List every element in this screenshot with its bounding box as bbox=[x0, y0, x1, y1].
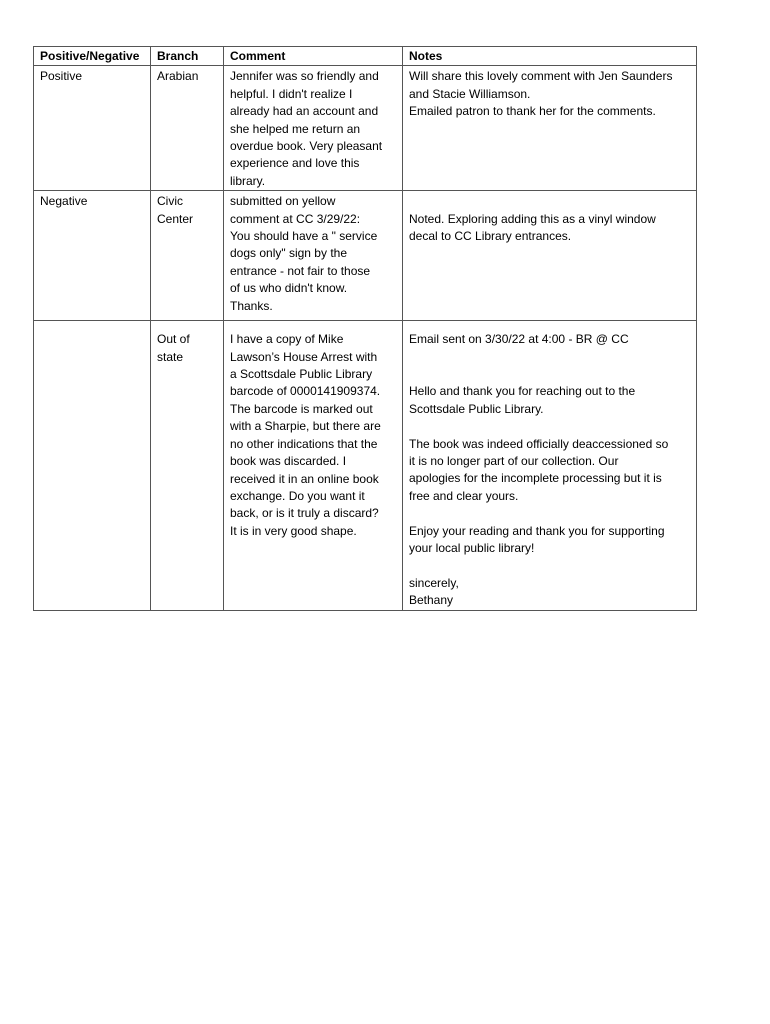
notes-line: decal to CC Library entrances. bbox=[409, 229, 572, 244]
cell-notes bbox=[403, 191, 697, 321]
notes-closing-line: your local public library! bbox=[409, 541, 535, 556]
header-notes: Notes bbox=[403, 47, 697, 66]
comment-line: comment at CC 3/29/22: bbox=[230, 211, 361, 226]
comment-line: a Scottsdale Public Library bbox=[230, 367, 373, 382]
sentiment-text: Negative bbox=[40, 194, 88, 209]
notes-closing-line: Enjoy your reading and thank you for supporting bbox=[409, 523, 665, 538]
notes-email-line: Email sent on 3/30/22 at 4:00 - BR @ CC bbox=[409, 332, 629, 347]
cell-branch bbox=[151, 191, 224, 321]
comment-line: barcode of 0000141909374. bbox=[230, 384, 381, 399]
notes-line: Noted. Exploring adding this as a vinyl window bbox=[409, 211, 656, 226]
comment-line: no other indications that the bbox=[230, 436, 378, 451]
comment-line: library. bbox=[230, 173, 266, 188]
cell-notes bbox=[403, 321, 697, 610]
comment-line: of us who didn't know. bbox=[230, 281, 348, 296]
comment-line: You should have a " service bbox=[230, 229, 378, 244]
header-comment: Comment bbox=[224, 47, 403, 66]
comment-line: experience and love this bbox=[230, 156, 360, 171]
header-branch: Branch bbox=[151, 47, 224, 66]
comment-line: submitted on yellow bbox=[230, 194, 336, 209]
cell-notes bbox=[403, 66, 697, 191]
sentiment-text: Positive bbox=[40, 69, 83, 84]
cell-sentiment bbox=[34, 191, 151, 321]
notes-body-line: The book was indeed officially deaccessioned so bbox=[409, 436, 669, 451]
table-header-row bbox=[34, 47, 697, 66]
notes-signoff-line: Bethany bbox=[409, 593, 454, 608]
notes-greeting-line: Hello and thank you for reaching out to the bbox=[409, 384, 636, 399]
cell-comment bbox=[224, 66, 403, 191]
notes-body-line: apologies for the incomplete processing but it is bbox=[409, 471, 662, 486]
comment-line: helpful. I didn't realize I bbox=[230, 86, 353, 101]
notes-line: Emailed patron to thank her for the comments. bbox=[409, 104, 656, 119]
branch-text: Center bbox=[157, 211, 194, 226]
comment-line: Jennifer was so friendly and bbox=[230, 69, 379, 84]
cell-comment bbox=[224, 321, 403, 610]
comment-line: Thanks. bbox=[230, 298, 273, 313]
comment-line: I have a copy of Mike bbox=[230, 332, 344, 347]
cell-comment bbox=[224, 191, 403, 321]
notes-line: and Stacie Williamson. bbox=[409, 86, 531, 101]
branch-text: Civic bbox=[157, 194, 183, 209]
comment-line: Lawson’s House Arrest with bbox=[230, 349, 378, 364]
comment-line: overdue book. Very pleasant bbox=[230, 139, 383, 154]
notes-signoff-line: sincerely, bbox=[409, 575, 459, 590]
comment-line: entrance - not fair to those bbox=[230, 263, 371, 278]
notes-body-line: free and clear yours. bbox=[409, 488, 519, 503]
header-sentiment: Positive/Negative bbox=[34, 47, 151, 66]
notes-body-line: it is no longer part of our collection. Our bbox=[409, 454, 619, 469]
table-row bbox=[34, 321, 697, 610]
branch-text: Out of bbox=[157, 332, 190, 347]
cell-branch bbox=[151, 321, 224, 610]
comment-line: exchange. Do you want it bbox=[230, 488, 365, 503]
branch-text: state bbox=[157, 349, 184, 364]
comment-line: The barcode is marked out bbox=[230, 401, 373, 416]
comment-line: It is in very good shape. bbox=[230, 523, 357, 538]
branch-text: Arabian bbox=[157, 69, 199, 84]
cell-branch bbox=[151, 66, 224, 191]
comment-line: back, or is it truly a discard? bbox=[230, 506, 379, 521]
notes-greeting-line: Scottsdale Public Library. bbox=[409, 401, 544, 416]
comment-line: already had an account and bbox=[230, 104, 379, 119]
feedback-table bbox=[33, 46, 697, 611]
comment-line: with a Sharpie, but there are bbox=[230, 419, 381, 434]
table-row bbox=[34, 66, 697, 191]
comment-line: book was discarded. I bbox=[230, 454, 347, 469]
notes-line: Will share this lovely comment with Jen Saunders bbox=[409, 69, 673, 84]
cell-sentiment bbox=[34, 321, 151, 610]
table-row bbox=[34, 191, 697, 321]
comment-line: she helped me return an bbox=[230, 121, 361, 136]
comment-line: received it in an online book bbox=[230, 471, 379, 486]
comment-line: dogs only" sign by the bbox=[230, 246, 347, 261]
cell-sentiment bbox=[34, 66, 151, 191]
